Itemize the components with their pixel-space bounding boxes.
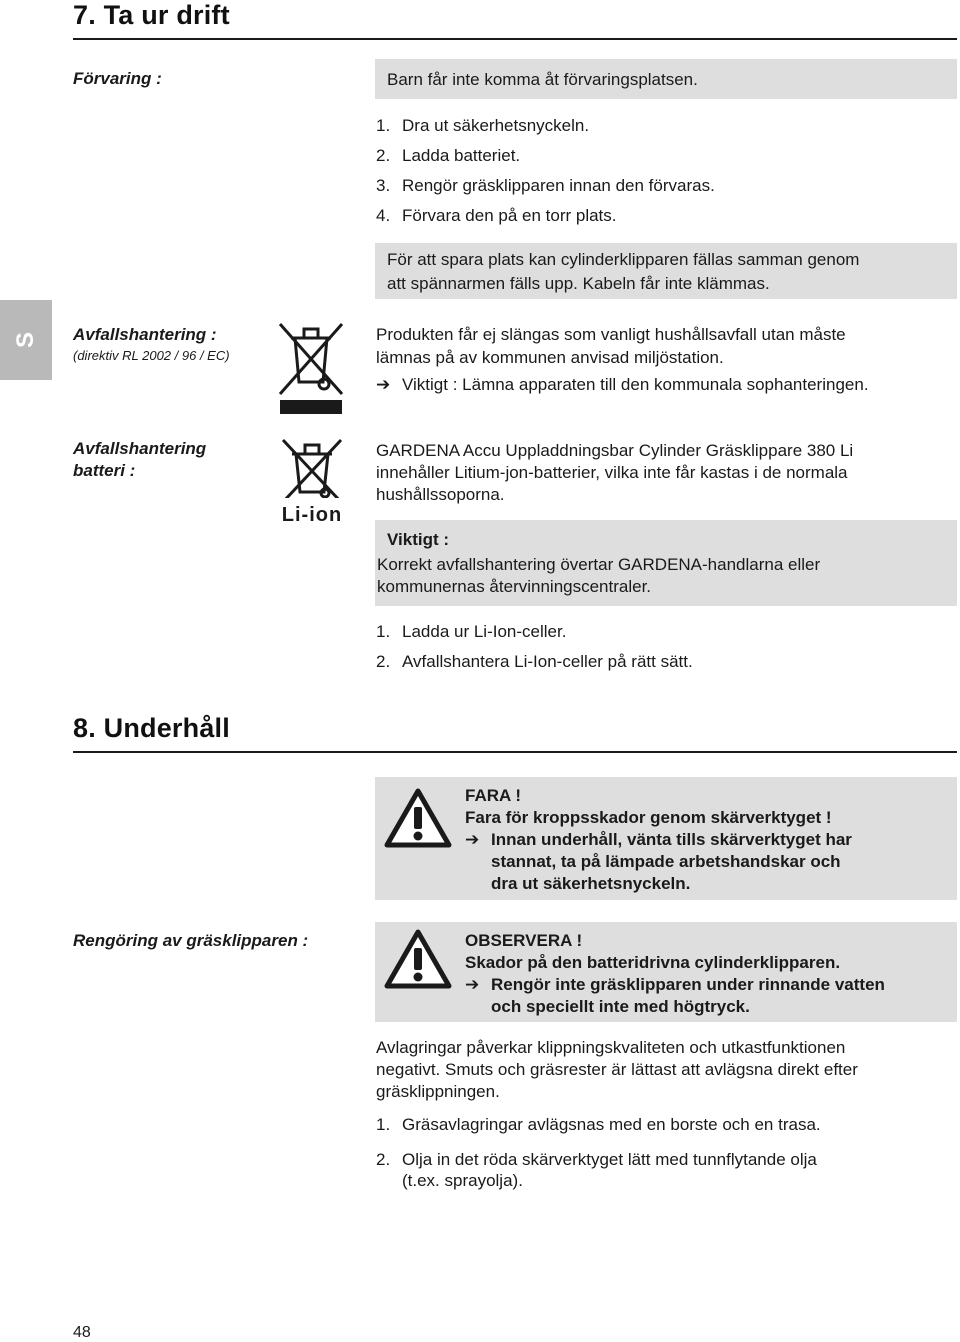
battery-important-line2: kommunernas återvinningscentraler.	[377, 577, 652, 596]
list-item: 4. Förvara den på en torr plats.	[376, 206, 617, 225]
disposal-line1: Produkten får ej slängas som vanligt hushållsavfall utan måste	[376, 325, 846, 344]
battery-important-title: Viktigt :	[387, 530, 450, 549]
caution-warning-box	[375, 922, 957, 1022]
list-item: 1. Dra ut säkerhetsnyckeln.	[376, 116, 590, 135]
danger-heading: FARA !	[465, 786, 522, 805]
danger-line4: dra ut säkerhetsnyckeln.	[491, 874, 691, 893]
arrow-right-icon: ➔	[465, 830, 480, 849]
cleaning-label: Rengöring av gräsklipparen :	[73, 931, 309, 950]
storage-note-box	[375, 243, 957, 299]
crossed-bin-icon	[278, 320, 344, 416]
list-item: 3. Rengör gräsklipparen innan den förvaras.	[376, 176, 715, 195]
cleaning-para-line3: gräsklippningen.	[376, 1082, 500, 1101]
disposal-label: Avfallshantering :	[73, 325, 217, 344]
section-title-underhall: 8. Underhåll	[73, 713, 230, 743]
cleaning-para-line1: Avlagringar påverkar klippningskvaliteten och utkastfunktionen	[376, 1038, 846, 1057]
battery-important-line1: Korrekt avfallshantering övertar GARDENA-handlarna eller	[377, 555, 821, 574]
storage-warning-box	[375, 59, 957, 99]
section-rule	[73, 38, 957, 40]
list-item: 2. Ladda batteriet.	[376, 146, 521, 165]
arrow-right-icon: ➔	[376, 375, 391, 394]
caution-line2: ➔ Rengör inte gräsklipparen under rinnande vatten	[465, 975, 885, 994]
cleaning-step-1: 1. Gräsavlagringar avlägsnas med en borste och en trasa.	[376, 1115, 821, 1134]
list-item: 2. Avfallshantera Li-Ion-celler på rätt sätt.	[376, 652, 693, 671]
disposal-important: ➔ Viktigt : Lämna apparaten till den kommunala sophanteringen.	[376, 375, 869, 394]
disposal-directive: (direktiv RL 2002 / 96 / EC)	[73, 348, 230, 363]
section-title-ta-ur-drift: 7. Ta ur drift	[73, 0, 230, 30]
storage-steps	[376, 114, 715, 234]
warning-triangle-icon	[383, 787, 453, 849]
disposal-line2: lämnas på av kommunen anvisad miljöstation.	[376, 348, 724, 367]
battery-disposal-label-line2: batteri :	[73, 461, 136, 480]
storage-intro: Barn får inte komma åt förvaringsplatsen.	[387, 70, 698, 89]
danger-warning-box	[375, 777, 957, 900]
cleaning-step-2: 2. Olja in det röda skärverktyget lätt med tunnflytande olja	[376, 1150, 817, 1169]
section-rule	[73, 751, 957, 753]
page-number: 48	[73, 1324, 91, 1341]
danger-line2: ➔ Innan underhåll, vänta tills skärverktyget har	[465, 830, 852, 849]
warning-triangle-icon	[383, 928, 453, 990]
danger-line3: stannat, ta på lämpade arbetshandskar och	[491, 852, 841, 871]
battery-steps	[376, 620, 693, 680]
battery-important-box	[375, 520, 957, 606]
cleaning-step-2-cont: (t.ex. sprayolja).	[402, 1171, 523, 1190]
cleaning-para-line2: negativt. Smuts och gräsrester är lättast att avlägsna direkt efter	[376, 1060, 858, 1079]
language-side-tab: S	[0, 300, 52, 380]
danger-line1: Fara för kroppsskador genom skärverktyget !	[465, 808, 832, 827]
storage-label: Förvaring :	[73, 69, 162, 88]
storage-note-line2: att spännarmen fälls upp. Kabeln får inte klämmas.	[387, 274, 770, 293]
battery-line3: hushållssoporna.	[376, 485, 505, 504]
li-ion-bin-icon	[276, 436, 348, 532]
battery-line1: GARDENA Accu Uppladdningsbar Cylinder Gräsklippare 380 Li	[376, 441, 854, 460]
storage-note-line1: För att spara plats kan cylinderklipparen fällas samman genom	[387, 250, 860, 269]
battery-disposal-label-line1: Avfallshantering	[73, 439, 207, 458]
li-ion-caption: Li-ion	[281, 504, 343, 526]
battery-line2: innehåller Litium-jon-batterier, vilka inte får kastas i de normala	[376, 463, 848, 482]
list-item: 1. Ladda ur Li-Ion-celler.	[376, 622, 567, 641]
caution-line3: och speciellt inte med högtryck.	[491, 997, 750, 1016]
caution-heading: OBSERVERA !	[465, 931, 583, 950]
arrow-right-icon: ➔	[465, 975, 480, 994]
caution-line1: Skador på den batteridrivna cylinderklipparen.	[465, 953, 841, 972]
